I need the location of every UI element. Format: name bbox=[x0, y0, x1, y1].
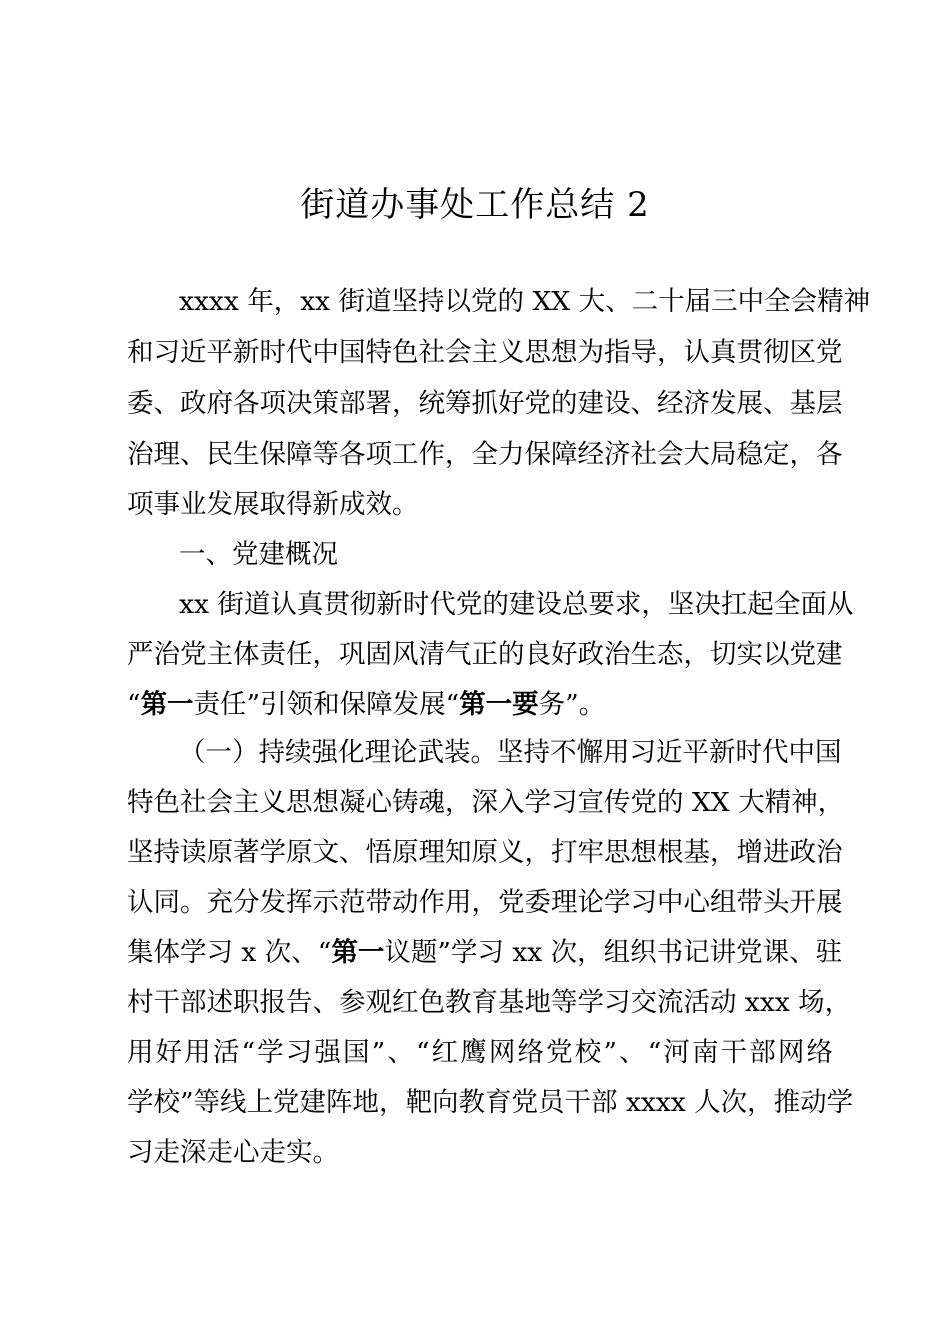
bold-text: 第一 bbox=[331, 937, 385, 968]
paragraph-line: 项事业发展取得新成效。 bbox=[127, 489, 419, 520]
inline-text: 集体学习 x 次、“ bbox=[127, 937, 332, 968]
paragraph-line: xxxx 年，xx 街道坚持以党的 XX 大、二十届三中全会精神 bbox=[179, 286, 871, 317]
paragraph-line: 村干部述职报告、参观红色教育基地等学习交流活动 xxx 场， bbox=[127, 987, 852, 1018]
bold-text: 第一 bbox=[140, 689, 194, 720]
inline-text: 议题”学习 xx 次，组织书记讲党课、驻 bbox=[384, 937, 843, 968]
paragraph-line: xx 街道认真贯彻新时代党的建设总要求，坚决扛起全面从 bbox=[179, 589, 854, 620]
section-heading: 一、党建概况 bbox=[179, 539, 338, 570]
paragraph-line bbox=[127, 928, 843, 978]
paragraph-line: 坚持读原著学原文、悟原理知原义，打牢思想根基，增进政治 bbox=[127, 837, 843, 868]
paragraph-line: （一）持续强化理论武装。坚持不懈用习近平新时代中国 bbox=[179, 737, 842, 768]
inline-text: 务”。 bbox=[538, 689, 606, 720]
paragraph-line: 认同。充分发挥示范带动作用，党委理论学习中心组带头开展 bbox=[127, 887, 843, 918]
quote-open: “ bbox=[127, 689, 141, 720]
paragraph-line bbox=[127, 680, 833, 730]
paragraph-line: 和习近平新时代中国特色社会主义思想为指导，认真贯彻区党 bbox=[127, 337, 843, 368]
paragraph-line: 用好用活“学习强国”、“红鹰网络党校”、“河南干部网络 bbox=[127, 1037, 833, 1068]
paragraph-line: 治理、民生保障等各项工作，全力保障经济社会大局稳定，各 bbox=[127, 439, 843, 470]
paragraph-line: 学校”等线上党建阵地，靶向教育党员干部 xxxx 人次，推动学 bbox=[127, 1087, 854, 1118]
bold-text: 第一要 bbox=[459, 689, 539, 720]
paragraph-line: 严治党主体责任，巩固风清气正的良好政治生态，切实以党建 bbox=[127, 639, 843, 670]
paragraph-line: 习走深走心走实。 bbox=[127, 1137, 339, 1168]
paragraph-line: 委、政府各项决策部署，统筹抓好党的建设、经济发展、基层 bbox=[127, 388, 843, 419]
paragraph-line: 特色社会主义思想凝心铸魂，深入学习宣传党的 XX 大精神， bbox=[127, 787, 845, 818]
inline-text: 责任”引领和保障发展“ bbox=[193, 689, 460, 720]
document-title: 街道办事处工作总结 2 bbox=[300, 185, 650, 225]
